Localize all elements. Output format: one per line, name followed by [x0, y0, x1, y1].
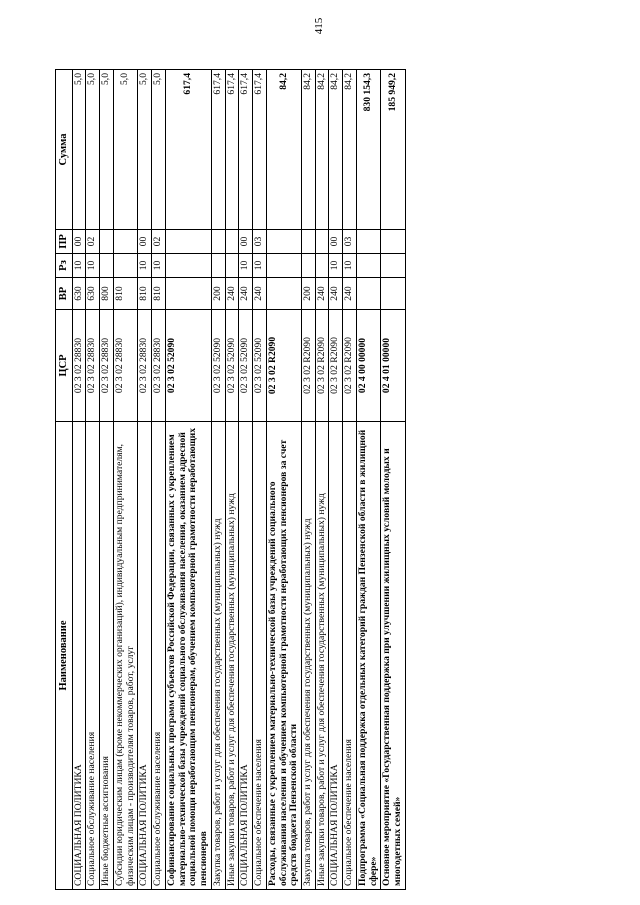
table-row [165, 70, 211, 890]
cell-name: Подпрограмма «Социальная поддержка отдельных категорий граждан Пензенской области в жилищной сфере» [356, 422, 380, 890]
table-row [100, 70, 114, 890]
cell-csr: 02 3 02 28830 [86, 310, 100, 422]
table-row [138, 70, 152, 890]
cell-name: Основное мероприятие «Государственная поддержка при улучшении жилищных условий молодых и многодетных семей» [381, 422, 405, 890]
cell-name: Расходы, связанные с укреплением материально-технической базы учреждений социального обслуживания населения и обучением компьютерной грамотности неработающих пенсионеров за счет средств бюджета Пензенской области [266, 422, 301, 890]
table-row [381, 70, 405, 890]
cell-csr: 02 3 02 28830 [72, 310, 86, 422]
cell-sum: 5,0 [152, 70, 166, 230]
cell-csr: 02 3 02 52090 [239, 310, 253, 422]
table-row [266, 70, 301, 890]
table-row [113, 70, 137, 890]
cell-rz [381, 254, 405, 278]
header-name: Наименование [56, 422, 73, 890]
page-number: 415 [313, 17, 325, 35]
cell-csr: 02 3 02 R2090 [343, 310, 357, 422]
table-row [301, 70, 315, 890]
cell-rz: 10 [86, 254, 100, 278]
table-row [72, 70, 86, 890]
cell-name: Социальное обеспечение населения [253, 422, 267, 890]
cell-rz [225, 254, 239, 278]
cell-vr: 630 [72, 278, 86, 310]
table-row [225, 70, 239, 890]
cell-vr: 810 [152, 278, 166, 310]
cell-name: СОЦИАЛЬНАЯ ПОЛИТИКА [72, 422, 86, 890]
cell-pr [113, 230, 137, 254]
cell-csr: 02 3 02 R2090 [315, 310, 329, 422]
cell-pr [315, 230, 329, 254]
cell-sum: 84,2 [329, 70, 343, 230]
cell-pr: 03 [343, 230, 357, 254]
cell-sum: 617,4 [239, 70, 253, 230]
cell-rz [113, 254, 137, 278]
cell-vr: 240 [253, 278, 267, 310]
table-body [72, 70, 405, 890]
cell-rz: 10 [343, 254, 357, 278]
table-row [329, 70, 343, 890]
cell-name: Субсидии юридическим лицам (кроме некоммерческих организаций), индивидуальным предпринимателям, физическим лицам - производителям товаров, работ, услуг [113, 422, 137, 890]
cell-rz [100, 254, 114, 278]
cell-rz: 10 [329, 254, 343, 278]
budget-table [55, 69, 406, 890]
cell-name: Закупка товаров, работ и услуг для обеспечения государственных (муниципальных) нужд [301, 422, 315, 890]
cell-sum: 84,2 [343, 70, 357, 230]
cell-pr: 00 [72, 230, 86, 254]
cell-rz: 10 [72, 254, 86, 278]
cell-name: Иные закупки товаров, работ и услуг для обеспечения государственных (муниципальных) нужд [225, 422, 239, 890]
cell-sum: 84,2 [266, 70, 301, 230]
cell-name: Закупка товаров, работ и услуг для обеспечения государственных (муниципальных) нужд [211, 422, 225, 890]
cell-pr [301, 230, 315, 254]
table-row [86, 70, 100, 890]
cell-name: Социальное обслуживание населения [152, 422, 166, 890]
cell-sum: 617,4 [165, 70, 211, 230]
table-row [239, 70, 253, 890]
cell-pr [381, 230, 405, 254]
cell-sum: 617,4 [211, 70, 225, 230]
cell-csr: 02 3 02 52090 [225, 310, 239, 422]
cell-vr: 810 [113, 278, 137, 310]
cell-rz: 10 [138, 254, 152, 278]
cell-vr: 630 [86, 278, 100, 310]
cell-name: Иные бюджетные ассигнования [100, 422, 114, 890]
cell-vr: 240 [343, 278, 357, 310]
header-csr: ЦСР [56, 310, 73, 422]
cell-sum: 84,2 [315, 70, 329, 230]
cell-sum: 617,4 [253, 70, 267, 230]
cell-csr: 02 3 02 R2090 [329, 310, 343, 422]
cell-vr [356, 278, 380, 310]
cell-pr: 03 [253, 230, 267, 254]
cell-sum: 5,0 [138, 70, 152, 230]
cell-rz: 10 [253, 254, 267, 278]
table-row [253, 70, 267, 890]
table-row [211, 70, 225, 890]
cell-vr: 200 [211, 278, 225, 310]
cell-pr: 02 [86, 230, 100, 254]
table-row [152, 70, 166, 890]
cell-pr: 02 [152, 230, 166, 254]
header-pr: ПР [56, 230, 73, 254]
cell-sum: 5,0 [113, 70, 137, 230]
cell-rz: 10 [152, 254, 166, 278]
cell-csr: 02 4 00 00000 [356, 310, 380, 422]
cell-rz: 10 [239, 254, 253, 278]
cell-sum: 185 949,2 [381, 70, 405, 230]
cell-vr: 240 [315, 278, 329, 310]
cell-name: Софинансирование социальных программ субъектов Российской Федерации, связанных с укреплением материально-технической базы учреждений социального обслуживания населения, оказанием адресной социальной помощи неработающим пенсионерам, обучением компьютерной грамотности неработающих пенсионеров [165, 422, 211, 890]
cell-csr: 02 3 02 28830 [113, 310, 137, 422]
cell-sum: 617,4 [225, 70, 239, 230]
cell-name: СОЦИАЛЬНАЯ ПОЛИТИКА [138, 422, 152, 890]
cell-name: Иные закупки товаров, работ и услуг для обеспечения государственных (муниципальных) нужд [315, 422, 329, 890]
table-row [356, 70, 380, 890]
cell-vr: 240 [329, 278, 343, 310]
cell-csr: 02 3 02 R2090 [301, 310, 315, 422]
cell-sum: 830 154,3 [356, 70, 380, 230]
cell-pr: 00 [138, 230, 152, 254]
cell-vr [266, 278, 301, 310]
table-row [315, 70, 329, 890]
cell-pr [266, 230, 301, 254]
cell-name: Социальное обеспечение населения [343, 422, 357, 890]
cell-vr: 810 [138, 278, 152, 310]
header-sum: Сумма [56, 70, 73, 230]
header-vr: ВР [56, 278, 73, 310]
cell-name: Социальное обслуживание населения [86, 422, 100, 890]
cell-vr: 800 [100, 278, 114, 310]
cell-sum: 5,0 [86, 70, 100, 230]
cell-rz [266, 254, 301, 278]
cell-rz [301, 254, 315, 278]
cell-csr: 02 3 02 52090 [253, 310, 267, 422]
cell-pr [225, 230, 239, 254]
cell-rz [315, 254, 329, 278]
cell-rz [165, 254, 211, 278]
cell-name: СОЦИАЛЬНАЯ ПОЛИТИКА [329, 422, 343, 890]
cell-vr [165, 278, 211, 310]
cell-rz [211, 254, 225, 278]
cell-vr [381, 278, 405, 310]
cell-csr: 02 3 02 R2090 [266, 310, 301, 422]
cell-pr [100, 230, 114, 254]
cell-csr: 02 3 02 28830 [152, 310, 166, 422]
cell-vr: 240 [225, 278, 239, 310]
cell-pr: 00 [329, 230, 343, 254]
cell-sum: 84,2 [301, 70, 315, 230]
cell-pr [356, 230, 380, 254]
cell-pr: 00 [239, 230, 253, 254]
cell-name: СОЦИАЛЬНАЯ ПОЛИТИКА [239, 422, 253, 890]
cell-pr [165, 230, 211, 254]
cell-vr: 240 [239, 278, 253, 310]
header-rz: Рз [56, 254, 73, 278]
cell-sum: 5,0 [72, 70, 86, 230]
cell-csr: 02 3 02 52090 [211, 310, 225, 422]
cell-csr: 02 3 02 28830 [138, 310, 152, 422]
cell-rz [356, 254, 380, 278]
rotated-table-container [55, 70, 555, 890]
cell-csr: 02 4 01 00000 [381, 310, 405, 422]
table-row [343, 70, 357, 890]
table-header-row [56, 70, 73, 890]
cell-csr: 02 3 02 52090 [165, 310, 211, 422]
cell-pr [211, 230, 225, 254]
cell-sum: 5,0 [100, 70, 114, 230]
cell-csr: 02 3 02 28830 [100, 310, 114, 422]
cell-vr: 200 [301, 278, 315, 310]
